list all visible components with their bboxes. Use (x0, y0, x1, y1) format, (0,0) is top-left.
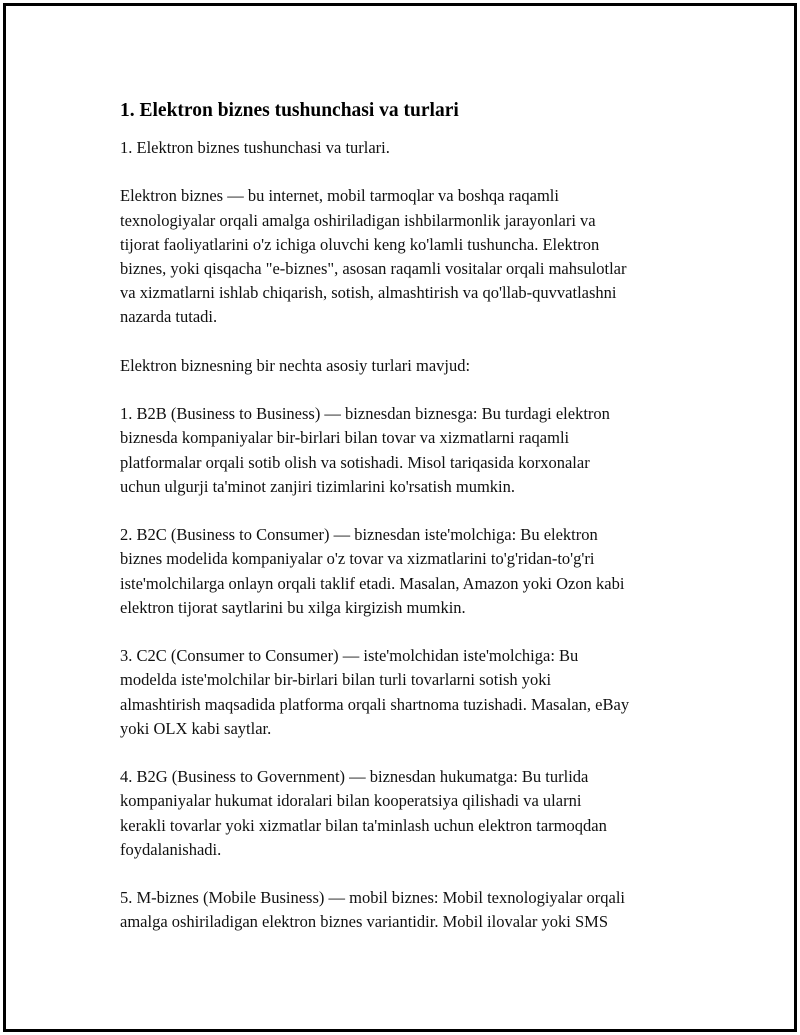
paragraph-b2c: 2. B2C (Business to Consumer) — biznesdan iste'molchiga: Bu elektron biznes modelida kompaniyalar o'z tovar va xizmatlarini to'g'ridan-to'g'ri iste'molchilarga onlayn orqali taklif etadi. Masalan, Amazon yoki Ozon kabi elektron tijorat saytlarini bu xilga kirgizish mumkin. (120, 525, 625, 617)
paragraph-m-business: 5. M-biznes (Mobile Business) — mobil biznes: Mobil texnologiyalar orqali amalga oshiriladigan elektron biznes variantidir. Mobil ilovalar yoki SMS (120, 888, 626, 932)
paragraph-definition: Elektron biznes — bu internet, mobil tarmoqlar va boshqa raqamli texnologiyalar orqali amalga oshiriladigan ishbilarmonlik jarayonlari va tijorat faoliyatlarini o'z ichiga oluvchi keng ko'lamli tushuncha. Elektron biznes, yoki qisqacha "e-biznes", asosan raqamli vositalar orqali mahsulotlar va xizmatlarni ishlab chiqarish, sotish, almashtirish va qo'llab-quvvatlashni nazarda tutadi. (120, 186, 627, 327)
paragraph-b2g: 4. B2G (Business to Government) — biznesdan hukumatga: Bu turlida kompaniyalar hukumat idoralari bilan kooperatsiya qilishadi va ularni kerakli tovarlar yoki xizmatlar bilan ta'minlash uchun elektron tarmoqdan foydalanishadi. (120, 767, 607, 859)
document-body (120, 98, 700, 935)
paragraph-types-intro: Elektron biznesning bir nechta asosiy turlari mavjud: (120, 355, 471, 375)
paragraph-b2b: 1. B2B (Business to Business) — biznesdan biznesga: Bu turdagi elektron biznesda kompaniyalar bir-birlari bilan tovar va xizmatlarni raqamli platformalar orqali sotib olish va sotishadi. Misol tariqasida korxonalar uchun ulgurji ta'minot zanjiri tizimlarini ko'rsatish mumkin. (120, 404, 610, 496)
document-title: 1. Elektron biznes tushunchasi va turlari (120, 100, 459, 121)
paragraph-intro-heading: 1. Elektron biznes tushunchasi va turlari. (120, 138, 390, 157)
page-frame (3, 3, 797, 1032)
paragraph-c2c: 3. C2C (Consumer to Consumer) — iste'molchidan iste'molchiga: Bu modelda iste'molchilar bir-birlari bilan turli tovarlarni sotish yoki almashtirish maqsadida platforma orqali shartnoma tuzishadi. Masalan, eBay yoki OLX kabi saytlar. (120, 646, 630, 738)
